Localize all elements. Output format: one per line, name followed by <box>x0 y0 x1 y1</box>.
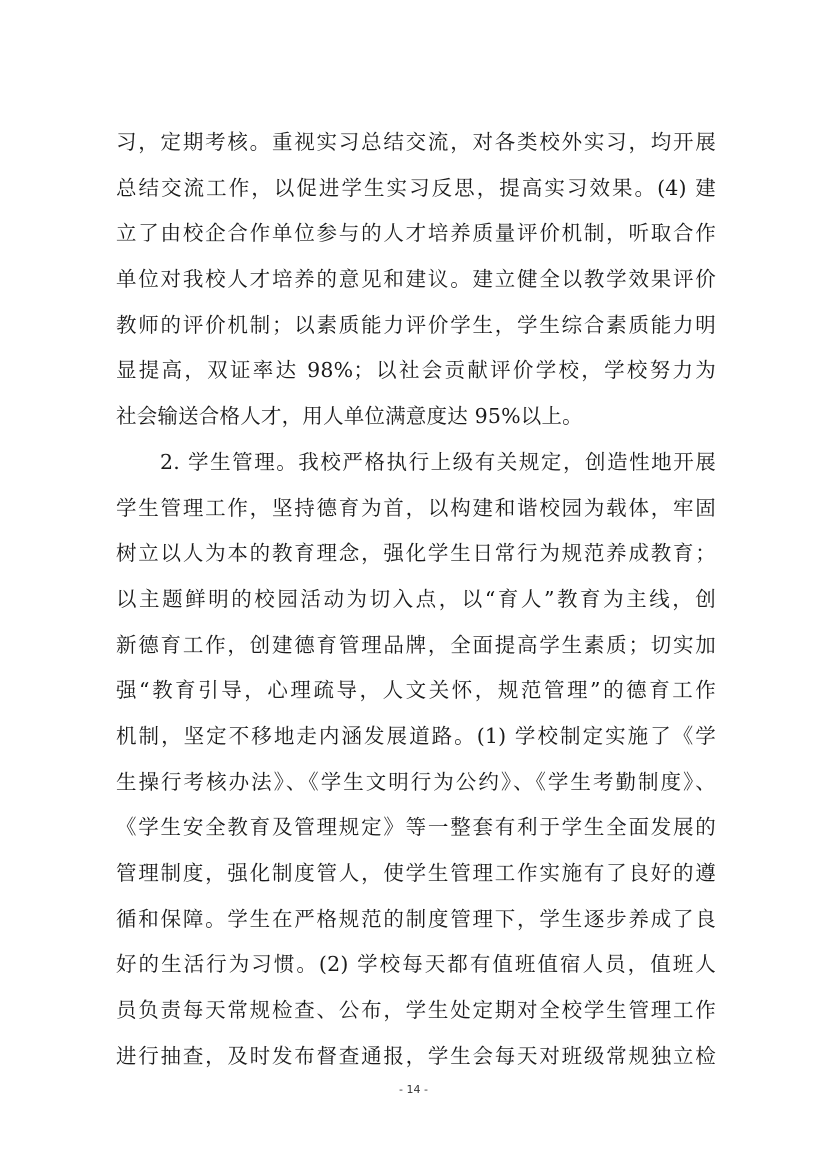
text-line: 习，定期考核。重视实习总结交流，对各类校外实习，均开展 <box>116 130 716 154</box>
text-line: 机制，坚定不移地走内涵发展道路。(1) 学校制定实施了《学 <box>116 723 716 748</box>
text-line: 单位对我校人才培养的意见和建议。建立健全以教学效果评价 <box>116 267 716 292</box>
text-line: 以主题鲜明的校园活动为切入点，以“育人”教育为主线，创 <box>116 586 716 611</box>
paragraph-first-line: 2. 学生管理。我校严格执行上级有关规定，创造性地开展 <box>160 449 716 474</box>
text-line: 新德育工作，创建德育管理品牌，全面提高学生素质；切实加 <box>116 632 716 657</box>
page-number: - 14 - <box>399 1083 428 1096</box>
text-line: 学生管理工作，坚持德育为首，以构建和谐校园为载体，牢固 <box>116 495 716 520</box>
body-text <box>116 120 716 1079</box>
text-line: 《学生安全教育及管理规定》等一整套有利于学生全面发展的 <box>116 815 716 840</box>
text-line: 进行抽查，及时发布督查通报，学生会每天对班级常规独立检 <box>116 1043 716 1068</box>
text-line: 树立以人为本的教育理念，强化学生日常行为规范养成教育； <box>116 541 716 566</box>
text-line: 好的生活行为习惯。(2) 学校每天都有值班值宿人员，值班人 <box>116 952 716 977</box>
text-line: 强“教育引导，心理疏导，人文关怀，规范管理”的德育工作 <box>116 678 716 703</box>
text-line: 教师的评价机制；以素质能力评价学生，学生综合素质能力明 <box>116 312 716 337</box>
text-line: 循和保障。学生在严格规范的制度管理下，学生逐步养成了良 <box>116 906 716 931</box>
text-line: 社会输送合格人才，用人单位满意度达 95%以上。 <box>116 404 583 429</box>
text-line: 总结交流工作，以促进学生实习反思，提高实习效果。(4) 建 <box>116 175 716 200</box>
text-line: 立了由校企合作单位参与的人才培养质量评价机制，听取合作 <box>116 221 716 246</box>
text-line: 管理制度，强化制度管人，使学生管理工作实施有了良好的遵 <box>116 861 716 885</box>
text-line: 生操行考核办法》、《学生文明行为公约》、《学生考勤制度》、 <box>116 769 716 794</box>
text-line: 显提高，双证率达 98%；以社会贡献评价学校，学校努力为 <box>116 358 716 383</box>
text-line: 员负责每天常规检查、公布，学生处定期对全校学生管理工作 <box>116 998 716 1023</box>
